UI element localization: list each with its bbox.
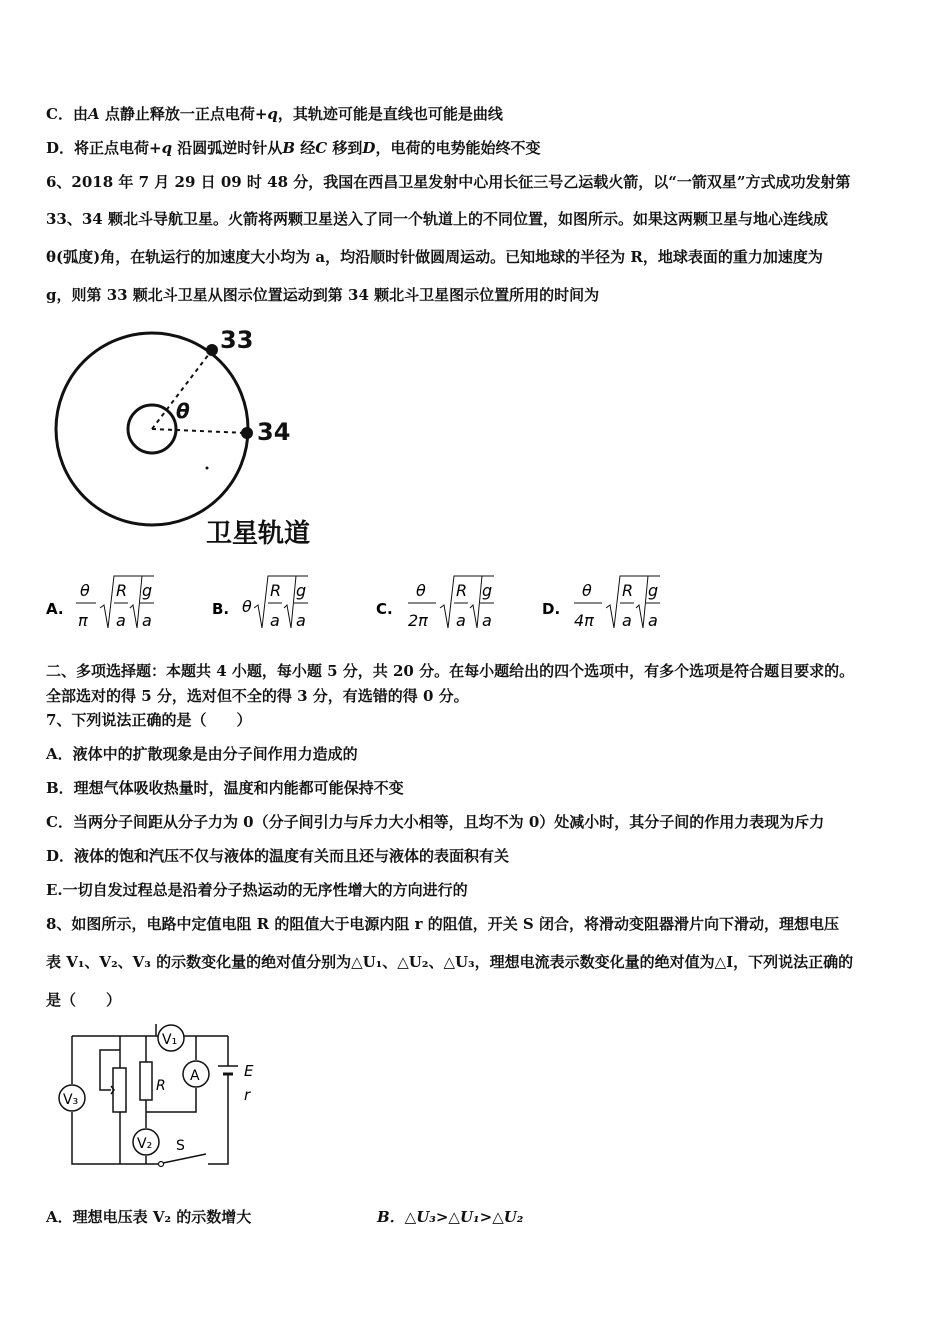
svg-text:4π: 4π xyxy=(574,611,594,630)
q6-line-2: 33、34 颗北斗导航卫星。火箭将两颗卫星送入了同一个轨道上的不同位置，如图所示。如果这两颗卫星与地心连线成 xyxy=(46,210,828,228)
q6-line-4: g，则第 33 颗北斗卫星从图示位置运动到第 34 颗北斗卫星图示位置所用的时间为 xyxy=(46,286,600,304)
svg-text:R: R xyxy=(456,581,468,600)
figure-caption: 卫星轨道 xyxy=(206,519,311,549)
svg-text:A: A xyxy=(190,1068,200,1084)
svg-text:B.: B. xyxy=(212,600,230,618)
q8-line-2: 表 V₁、V₂、V₃ 的示数变化量的绝对值分别为△U₁、△U₂、△U₃，理想电流表示数变化量的绝对值为△I，下列说法正确的 xyxy=(46,953,854,971)
q6-line-1: 6、2018 年 7 月 29 日 09 时 48 分，我国在西昌卫星发射中心用长征三号乙运载火箭，以“一箭双星”方式成功发射第 xyxy=(46,173,851,191)
svg-text:θ: θ xyxy=(80,581,90,600)
svg-text:2π: 2π xyxy=(408,611,428,630)
svg-text:R: R xyxy=(622,581,634,600)
circuit-diagram xyxy=(58,1020,278,1175)
svg-text:R: R xyxy=(156,1078,166,1094)
q6-options xyxy=(40,572,760,636)
svg-text:θ: θ xyxy=(416,581,426,600)
svg-text:a: a xyxy=(116,611,126,630)
q6-option-b xyxy=(212,576,308,630)
svg-text:V₃: V₃ xyxy=(63,1092,79,1108)
q7-option-e: E.一切自发过程总是沿着分子热运动的无序性增大的方向进行的 xyxy=(46,881,468,899)
svg-text:S: S xyxy=(176,1138,185,1154)
svg-text:V₂: V₂ xyxy=(137,1136,153,1152)
q7-option-c: C．当两分子间距从分子力为 0（分子间引力与斥力大小相等，且均不为 0）处减小时，其分子间的作用力表现为斥力 xyxy=(46,813,825,831)
q7-option-b: B．理想气体吸收热量时，温度和内能都可能保持不变 xyxy=(46,779,404,797)
satellite-33 xyxy=(206,344,218,356)
svg-text:g: g xyxy=(142,581,153,600)
radius-line-34 xyxy=(152,429,247,433)
svg-text:θ: θ xyxy=(582,581,592,600)
svg-text:g: g xyxy=(482,581,493,600)
q7-option-d: D．液体的饱和汽压不仅与液体的温度有关而且还与液体的表面积有关 xyxy=(46,847,510,865)
svg-text:g: g xyxy=(296,581,307,600)
q6-option-c xyxy=(376,576,494,630)
svg-text:a: a xyxy=(270,611,280,630)
q7-option-a: A．液体中的扩散现象是由分子间作用力造成的 xyxy=(46,745,358,763)
resistor-r xyxy=(140,1062,152,1100)
svg-text:A.: A. xyxy=(46,600,64,618)
svg-text:E: E xyxy=(244,1062,254,1080)
q7-stem: 7、下列说法正确的是（ ） xyxy=(46,711,252,729)
switch-s xyxy=(163,1154,206,1163)
svg-text:r: r xyxy=(244,1086,251,1104)
label-33: 33 xyxy=(220,326,254,354)
q6-option-a xyxy=(46,576,154,630)
rheostat xyxy=(113,1068,126,1112)
theta-label: θ xyxy=(176,399,190,423)
q8-option-a: A．理想电压表 V₂ 的示数增大 xyxy=(46,1208,252,1226)
q5-option-c: C．由A 点静止释放一正点电荷+q，其轨迹可能是直线也可能是曲线 xyxy=(46,105,503,123)
speck xyxy=(206,467,209,470)
svg-text:a: a xyxy=(622,611,632,630)
svg-text:a: a xyxy=(648,611,658,630)
q6-line-3: θ(弧度)角，在轨运行的加速度大小均为 a，均沿顺时针做圆周运动。已知地球的半径为 R，地球表面的重力加速度为 xyxy=(46,248,823,266)
label-34: 34 xyxy=(257,418,291,446)
svg-text:C.: C. xyxy=(376,600,393,618)
section2-line-1: 二、多项选择题：本题共 4 小题，每小题 5 分，共 20 分。在每小题给出的四个选项中，有多个选项是符合题目要求的。 xyxy=(46,662,855,680)
q8-line-1: 8、如图所示，电路中定值电阻 R 的阻值大于电源内阻 r 的阻值，开关 S 闭合，将滑动变阻器滑片向下滑动，理想电压 xyxy=(46,915,839,933)
svg-text:R: R xyxy=(270,581,282,600)
q5-option-d: D．将正点电荷+q 沿圆弧逆时针从B 经C 移到D，电荷的电势能始终不变 xyxy=(46,139,541,157)
section2-line-2: 全部选对的得 5 分，选对但不全的得 3 分，有选错的得 0 分。 xyxy=(46,687,469,705)
svg-text:R: R xyxy=(116,581,128,600)
q8-option-b: B．△U₃>△U₁>△U₂ xyxy=(377,1208,524,1226)
svg-text:a: a xyxy=(482,611,492,630)
svg-text:a: a xyxy=(296,611,306,630)
q8-line-3: 是（ ） xyxy=(46,991,122,1009)
q6-option-d xyxy=(542,576,660,630)
svg-text:a: a xyxy=(456,611,466,630)
svg-text:V₁: V₁ xyxy=(162,1032,178,1048)
svg-text:g: g xyxy=(648,581,659,600)
svg-text:π: π xyxy=(78,611,88,630)
satellite-34 xyxy=(241,427,253,439)
svg-text:θ: θ xyxy=(242,597,252,616)
satellite-orbit-figure xyxy=(50,322,340,552)
svg-text:a: a xyxy=(142,611,152,630)
svg-text:D.: D. xyxy=(542,600,561,618)
